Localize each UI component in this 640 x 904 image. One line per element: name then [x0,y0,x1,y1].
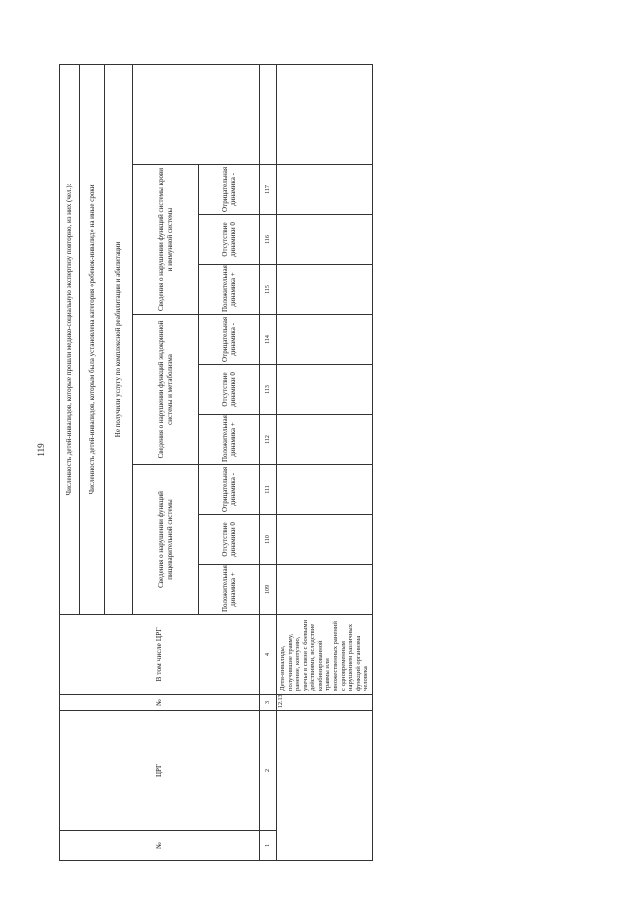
header-no-rehab: Не получили услугу по комплексной реабилитации и абилитации [105,64,133,614]
col-number: 111 [260,465,277,515]
row-description: Дети-инвалиды, получившие травму, ранение, контузию, увечье в связи с боевыми действиями, вследствие комбинированной травмы или множественных ранений с одновременным нарушением различных функций организма человека [277,615,373,695]
dyn-negative: Отрицательная динамика - [199,315,260,365]
col-number: 1 [260,831,277,861]
data-cell [277,165,373,215]
col-header-no2: № [60,695,260,711]
dyn-positive: Положительная динамика + [199,265,260,315]
col-number: 114 [260,315,277,365]
col-number: 4 [260,615,277,695]
data-cell [277,265,373,315]
empty-cell [277,711,373,861]
col-number: 109 [260,565,277,615]
data-cell [277,565,373,615]
data-cell [277,465,373,515]
dyn-none: Отсутствие динамики 0 [199,215,260,265]
row-code: 12.13 [277,695,373,711]
col-number: 115 [260,265,277,315]
col-number: 2 [260,711,277,831]
col-number: 113 [260,365,277,415]
data-cell [277,315,373,365]
col-number: 117 [260,165,277,215]
empty-cell [260,64,277,164]
empty-header-cell [133,64,260,164]
col-number: 112 [260,415,277,465]
col-number: 116 [260,215,277,265]
dyn-negative: Отрицательная динамика - [199,465,260,515]
col-header-no: № [60,831,260,861]
col-header-crg: ЦРГ [60,711,260,831]
header-other-terms: Численность детей-инвалидов, которым была установлена категория «ребенок-инвалид» на иные сроки [80,64,105,614]
data-cell [277,215,373,265]
header-repeat-exam: Численность детей-инвалидов, которые прошли медико-социальную экспертизу повторно, из них (чел.): [60,64,80,614]
group-digestive: Сведения о нарушении функций пищеварительной системы [133,465,199,615]
group-endocrine: Сведения о нарушении функций эндокринной системы и метаболизма [133,315,199,465]
statistics-table [59,64,373,861]
col-number: 110 [260,515,277,565]
group-blood-immune: Сведения о нарушении функций системы крови и иммунной системы [133,165,199,315]
col-header-incl: В том числе ЦРГ [60,615,260,695]
dyn-positive: Положительная динамика + [199,565,260,615]
page-number: 119 [36,443,46,457]
dyn-positive: Положительная динамика + [199,415,260,465]
col-number: 3 [260,695,277,711]
data-cell [277,415,373,465]
data-cell [277,365,373,415]
rotated-table-sheet [59,65,370,861]
dyn-negative: Отрицательная динамика - [199,165,260,215]
data-cell [277,515,373,565]
data-cell [277,64,373,164]
dyn-none: Отсутствие динамики 0 [199,365,260,415]
dyn-none: Отсутствие динамики 0 [199,515,260,565]
